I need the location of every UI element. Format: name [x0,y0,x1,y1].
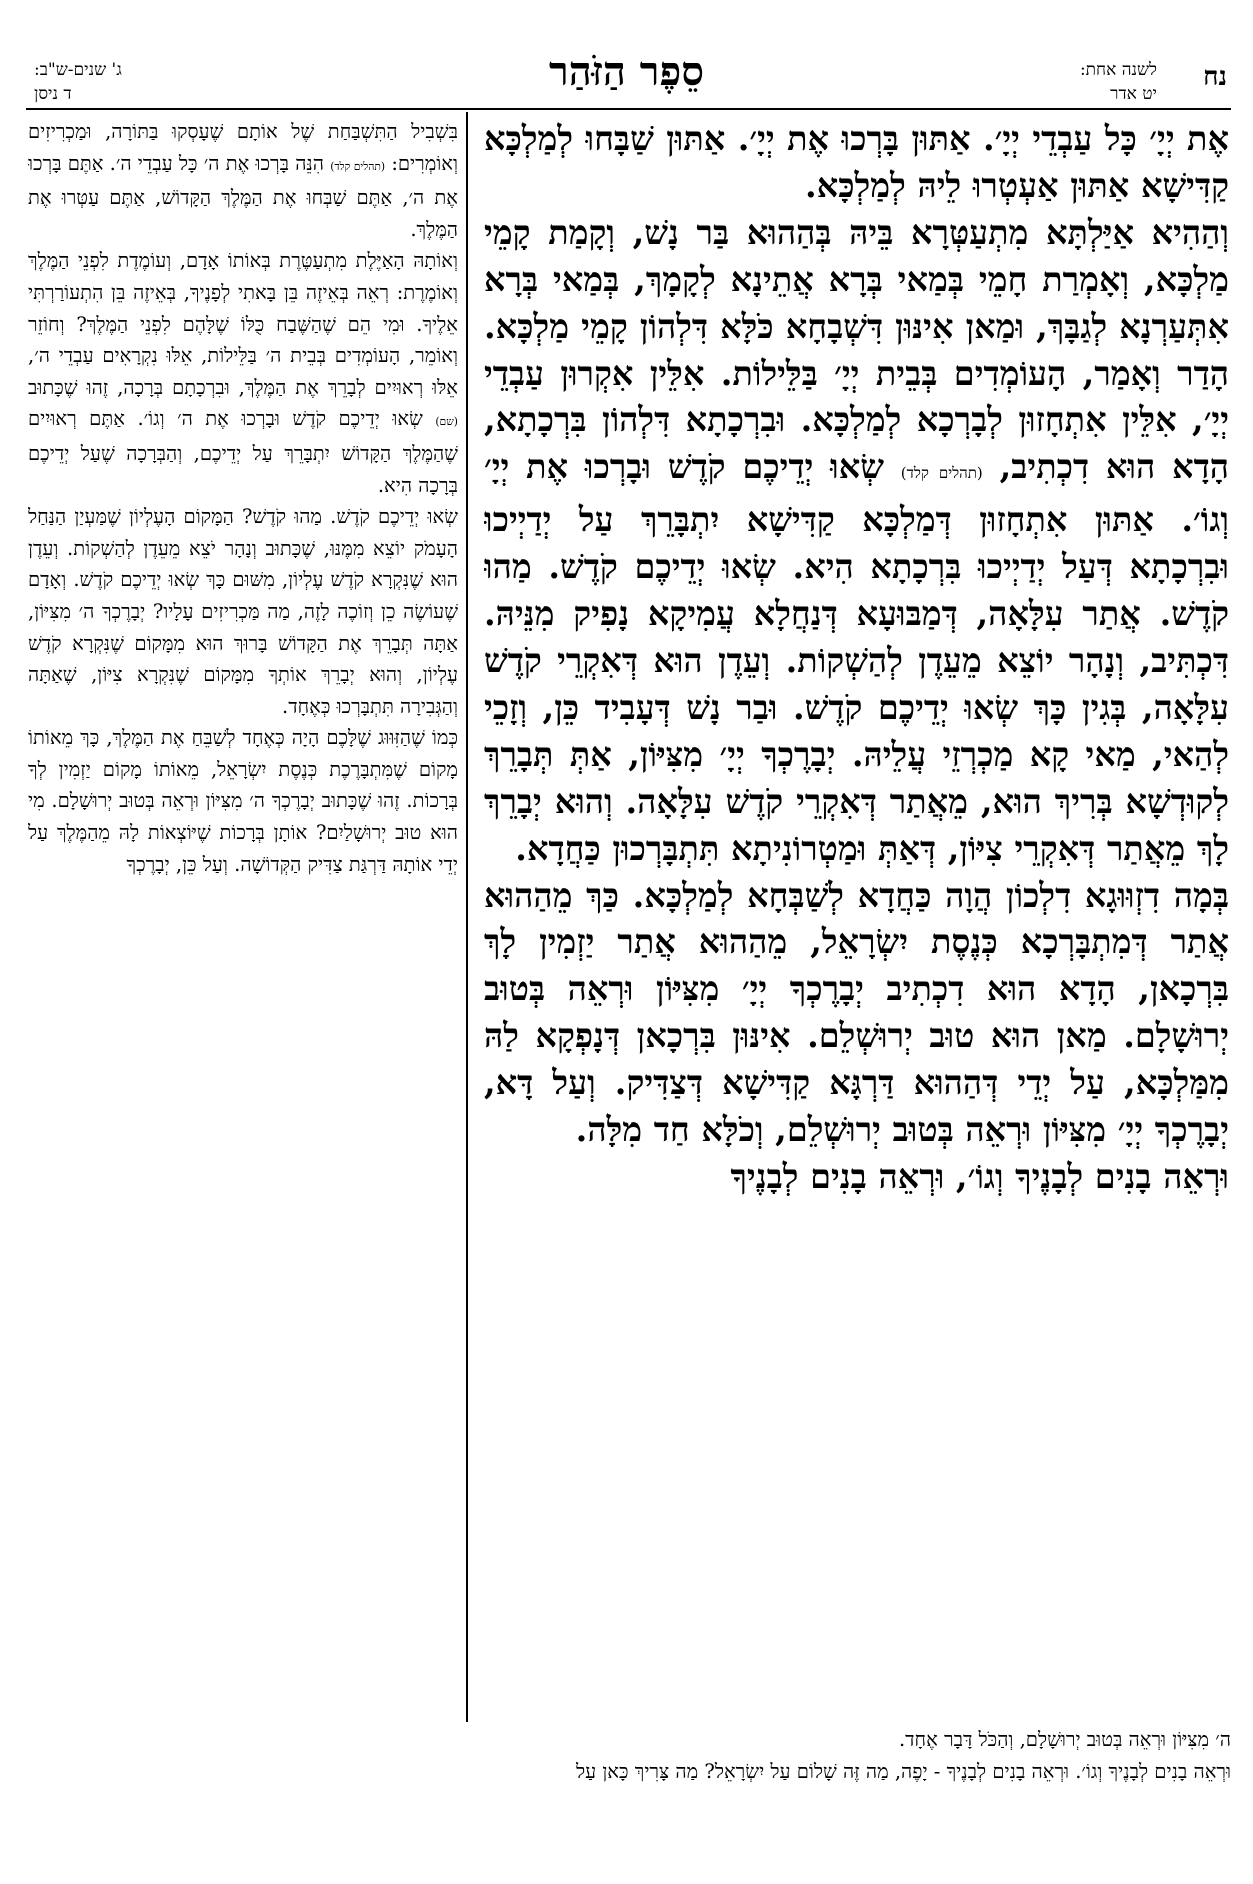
bottom-line-1: ה׳ מִצִּיּוֹן וּרְאֵה בְּטוּב יְרוּשָׁלָם, וְהַכֹּל דָּבָר אֶחָד. [898,1728,1231,1751]
schedule-three-year-label: ג' שנים-ש"ב: [34,60,122,80]
main-paragraph: וְהַהִיא אַיַּלְתָּא מִתְעַטְּרָא בֵּיהּ בְּהַהוּא בַּר נָשׁ, וְקָמַת קָמֵי מַלְכָּא, וְאָמְרַת חָמֵי בְּמַאי בְּרָא אֲתֵינָא לְקָמָךְ, בְּמַאי בְּרָא אִתְּעַרְנָא לְגַבָּךְ, וּמַאן אִינּוּן דִּשְׁבָחָא כֹּלָּא דִּלְהוֹן קָמֵי מַלְכָּא. הָדַר וְאָמַר, הָעוֹמְדִים בְּבֵית יְיָ׳ בַּלֵּילוֹת. אִלֵּין אִקְרוּן עַבְדֵי יְיָ׳, אִלֵּין אִתְחָזוּן לְבָרְכָא לְמַלְכָּא. וּבִרְכָתָא דִּלְהוֹן בִּרְכָתָא, הָדָא הוּא דִכְתִיב, (תהלים קלד) שְׂאוּ יְדֵיכֶם קֹדֶשׁ וּבָרְכוּ אֶת יְיָ׳ וְגוֹ׳. אַתּוּן אִתְחָזוּן דְּמַלְכָּא קַדִּישָׁא יִתְבָּרֵךְ עַל יְדַיְיכוּ וּבִרְכָתָא דְּעַל יְדַיְיכוּ בִּרְכָתָא הִיא. שְׂאוּ יְדֵיכֶם קֹדֶשׁ. מַהוּ קֹדֶשׁ. אֲתַר עִלָּאָה, דְּמַבּוּעָא דְּנַחֲלָא עֲמִיקָא נָפִיק מִנֵּיהּ. דִּכְתִּיב, וְנָהָר יוֹצֵא מֵעֵדֶן לְהַשְׁקוֹת. וְעֵדֶן הוּא דְּאִקְרֵי קֹדֶשׁ עִלָּאָה, בְּגִין כָּךְ שְׂאוּ יְדֵיכֶם קֹדֶשׁ. וּבַר נָשׁ דְּעָבִיד כֵּן, וְזָכֵי לְהַאי, מַאי קָא מַכְרְזֵי עֲלֵיהּ. יְבָרֶכְךָ יְיָ׳ מִצִּיּוֹן, אַתְּ תְּבָרֵךְ לְקוּדְשָׁא בְּרִיךְ הוּא, מֵאֲתַר דְּאִקְרֵי קֹדֶשׁ עִלָּאָה. וְהוּא יְבָרֵךְ לָךְ מֵאֲתַר דְּאִקְרֵי צִיּוֹן, דְּאַתְּ וּמַטְרוֹנִיתָא תִּתְבָּרְכוּן כַּחֲדָא. [484,212,1229,868]
bottom-line-2: וּרְאֵה בָנִים לְבָנֶיךָ וְגוֹ׳. וּרְאֵה בָנִים לְבָנֶיךָ - יָפֶה, מַה זֶּה שָׁלוֹם עַל יִשְׂרָאֵל? מַה צָּרִיךְ כָּאן עַל [575,1760,1231,1783]
side-paragraph: בִּשְׁבִיל הַתִּשְׁבַּחַת שֶׁל אוֹתָם שֶׁעָסְקוּ בַּתּוֹרָה, וּמַכְרִיזִים וְאוֹמְרִים: (תהלים קלד) הִנֵּה בָּרְכוּ אֶת ה׳ כָּל עַבְדֵי ה׳. אַתֶּם בָּרְכוּ אֶת ה׳, אַתֶּם שַׁבְּחוּ אֶת הַמֶּלֶךְ הַקָּדוֹשׁ, אַתֶּם עַטְּרוּ אֶת הַמֶּלֶךְ. [28,120,458,241]
scripture-reference: (תהלים קלד) [330,159,386,173]
scripture-reference: (שם) [435,415,458,429]
book-title: סֵפֶר הַזֹּהַר [549,48,704,95]
page-number: נח [1203,62,1227,92]
header-rule [26,108,1231,110]
bottom-translation-continuation [26,1724,1231,1824]
side-paragraph: וְאוֹתָהּ הָאַיֶּלֶת מִתְעַטֶּרֶת בְּאוֹתוֹ אָדָם, וְעוֹמֶדֶת לִפְנֵי הַמֶּלֶךְ וְאוֹמֶרֶת: רְאֵה בְּאֵיזֶה בֵּן בָּאתִי לְפָנֶיךָ, בְּאֵיזֶה בֵּן הִתְעוֹרַרְתִּי אֵלֶיךָ. וּמִי הֵם שֶׁהַשֶּׁבַח כֻּלּוֹ שֶׁלָּהֶם לִפְנֵי הַמֶּלֶךְ? וְחוֹזֵר וְאוֹמֵר, הָעוֹמְדִים בְּבֵית ה׳ בַּלֵּילוֹת, אֵלּוּ נִקְרָאִים עַבְדֵי ה׳, אֵלּוּ רְאוּיִים לְבָרֵךְ אֶת הַמֶּלֶךְ, וּבִרְכָתָם בְּרָכָה, זֶהוּ שֶׁכָּתוּב (שם) שְׂאוּ יְדֵיכֶם קֹדֶשׁ וּבָרְכוּ אֶת ה׳ וְגוֹ׳. אַתֶּם רְאוּיִים שֶׁהַמֶּלֶךְ הַקָּדוֹשׁ יִתְבָּרֵךְ עַל יְדֵיכֶם, וְהַבְּרָכָה שֶׁעַל יְדֵיכֶם בְּרָכָה הִיא. [28,249,458,497]
scripture-reference: (תהלים קלד) [900,464,983,483]
side-paragraph: שְׂאוּ יְדֵיכֶם קֹדֶשׁ. מַהוּ קֹדֶשׁ? הַמָּקוֹם הָעֶלְיוֹן שֶׁמַּעְיַן הַנַּחַל הָעָמֹק יוֹצֵא מִמֶּנּוּ, שֶׁכָּתוּב וְנָהָר יֹצֵא מֵעֵדֶן לְהַשְׁקוֹת. וְעֵדֶן הוּא שֶׁנִּקְרָא קֹדֶשׁ עֶלְיוֹן, מִשּׁוּם כָּךְ שְׂאוּ יְדֵיכֶם קֹדֶשׁ. וְאָדָם שֶׁעוֹשֶׂה כֵן וְזוֹכֶה לָזֶה, מַה מַּכְרִיזִים עָלָיו? יְבָרֶכְךָ ה׳ מִצִּיּוֹן, אַתָּה תְּבָרֵךְ אֶת הַקָּדוֹשׁ בָּרוּךְ הוּא מִמָּקוֹם שֶׁנִּקְרָא קֹדֶשׁ עֶלְיוֹן, וְהוּא יְבָרֵךְ אוֹתְךָ מִמָּקוֹם שֶׁנִּקְרָא צִיּוֹן, שֶׁאַתָּה וְהַגְּבִירָה תִּתְבָּרְכוּ כְּאֶחָד. [28,505,458,718]
hebrew-translation-column [28,116,458,1722]
schedule-three-year-date: ד ניסן [34,84,72,104]
schedule-one-year-label: לשנה אחת: [1079,60,1157,80]
schedule-one-year-date: יט אדר [1110,84,1157,104]
main-paragraph: בְּמָה דִזְוּוּגָא דִלְכוֹן הֲוָה כַּחֲדָא לְשַׁבְּחָא לְמַלְכָּא. כַּךְ מֵהַהוּא אֲתַר דְּמִתְבָּרְכָא כְּנֶסֶת יִשְׂרָאֵל, מֵהַהוּא אֲתַר יַזְמִין לָךְ בִּרְכָאן, הָדָא הוּא דִכְתִיב יְבָרֶכְךָ יְיָ׳ מִצִּיּוֹן וּרְאֵה בְּטוּב יְרוּשָׁלָם. מַאן הוּא טוּב יְרוּשְׁלֵם. אִינּוּן בִּרְכָאן דְּנָפְקָא לַהּ מִמַּלְכָּא, עַל יְדֵי דְּהַהוּא דַּרְגָּא קַדִּישָׁא דְּצַדִּיק. וְעַל דָּא, יְבָרֶכְךָ יְיָ׳ מִצִּיּוֹן וּרְאֵה בְּטוּב יְרוּשְׁלֵם, וְכֹלָּא חַד מִלָּה. [484,875,1229,1150]
column-divider [466,112,468,1722]
main-paragraph: וּרְאֵה בָנִים לְבָנֶיךָ וְגוֹ׳, וּרְאֵה בָנִים לְבָנֶיךָ [730,1156,1229,1196]
side-paragraph: כְּמוֹ שֶׁהַזִּוּוּג שֶׁלָּכֶם הָיָה כְּאֶחָד לְשַׁבֵּחַ אֶת הַמֶּלֶךְ, כָּךְ מֵאוֹתוֹ מָקוֹם שֶׁמִּתְבָּרֶכֶת כְּנֶסֶת יִשְׂרָאֵל, מֵאוֹתוֹ מָקוֹם יַזְמִין לְךָ בְּרָכוֹת. זֶהוּ שֶׁכָּתוּב יְבָרֶכְךָ ה׳ מִצִּיּוֹן וּרְאֵה בְּטוּב יְרוּשָׁלָם. מִי הוּא טוּב יְרוּשָׁלַיִם? אוֹתָן בְּרָכוֹת שֶׁיּוֹצְאוֹת לָהּ מֵהַמֶּלֶךְ עַל יְדֵי אוֹתָהּ דַּרְגַּת צַדִּיק הַקְּדוֹשָׁה. וְעַל כֵּן, יְבָרֶכְךָ [28,726,458,876]
main-paragraph: אֶת יְיָ׳ כָּל עַבְדֵי יְיָ׳. אַתּוּן בָּרְכוּ אֶת יְיָ׳. אַתּוּן שַׁבָּחוּ לְמַלְכָּא קַדִּישָׁא אַתּוּן אַעְטְרוּ לֵיהּ לְמַלְכָּא. [484,119,1229,205]
aramaic-main-column [484,116,1229,1716]
